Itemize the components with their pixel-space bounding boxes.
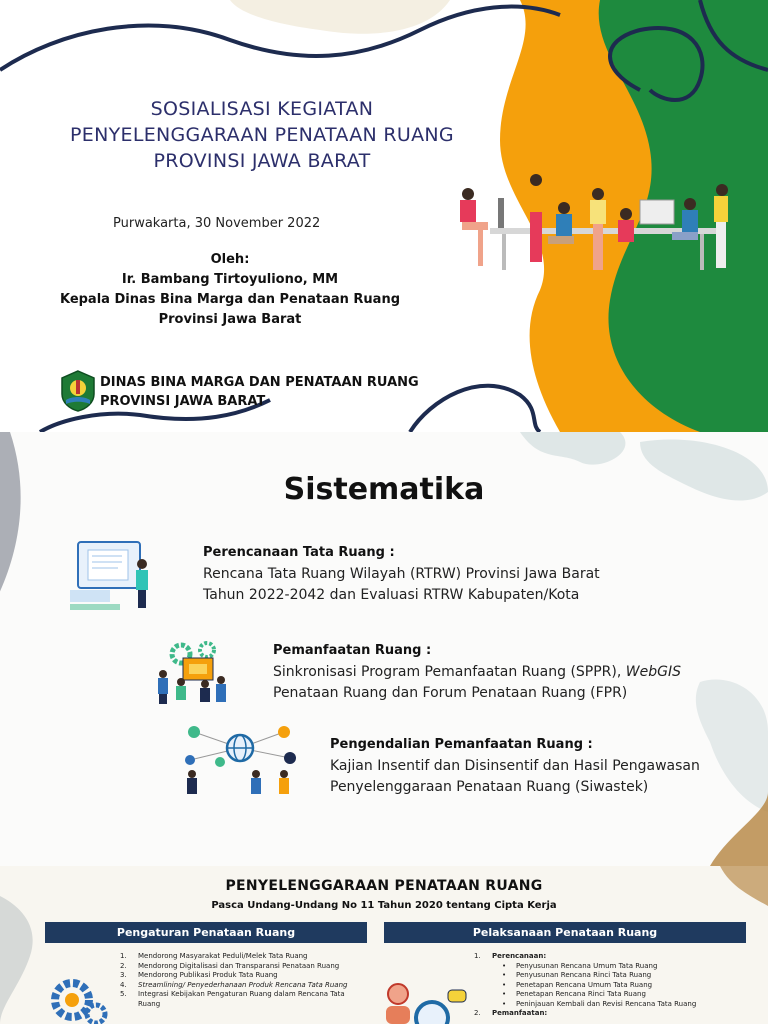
pelaksanaan-item-3: • Penetapan Rencana Umum Tata Ruang	[502, 980, 653, 989]
org-line-1: DINAS BINA MARGA DAN PENATAAN RUANG	[100, 375, 419, 390]
pelaksanaan-item-1: • Penyusunan Rencana Umum Tata Ruang	[502, 961, 658, 970]
pengaturan-item-5-cont: Ruang	[138, 999, 161, 1008]
cover-title-line-3: PROVINSI JAWA BARAT	[153, 150, 371, 172]
item-perencanaan-desc-line-2: Tahun 2022-2042 dan Evaluasi RTRW Kabupaten/Kota	[203, 587, 580, 603]
pengaturan-item-3: 3. Mendorong Publikasi Produk Tata Ruang	[120, 971, 278, 979]
author-name: Ir. Bambang Tirtoyuliono, MM	[121, 272, 339, 287]
cover-author	[40, 250, 420, 330]
item-pemanfaatan	[273, 643, 681, 704]
cover-slide	[0, 0, 768, 432]
pelaksanaan-item-4: • Penetapan Rencana Rinci Tata Ruang	[502, 990, 646, 998]
pengaturan-item-4: 4. Streamlining/ Penyederhanaan Produk Rencana Tata Ruang	[120, 980, 348, 989]
network-globe-illustration-icon	[180, 720, 300, 796]
sistematika-slide	[0, 432, 768, 866]
item-pengendalian	[330, 737, 700, 798]
pelaksanaan-list	[474, 952, 696, 1019]
pengaturan-item-2: 2. Mendorong Digitalisasi dan Transparansi Penataan Ruang	[120, 961, 340, 970]
item-pengendalian-title: Pengendalian Pemanfaatan Ruang :	[330, 737, 593, 752]
pengaturan-bar: Pengaturan Penataan Ruang	[45, 922, 367, 943]
cover-title-line-2: PENYELENGGARAAN PENATAAN RUANG	[70, 124, 454, 146]
author-province: Provinsi Jawa Barat	[158, 312, 302, 327]
cover-title-line-1: SOSIALISASI KEGIATAN	[150, 98, 374, 120]
pelaksanaan-item-2: • Penyusunan Rencana Rinci Tata Ruang	[502, 971, 652, 979]
item-perencanaan-desc-line-1: Rencana Tata Ruang Wilayah (RTRW) Provinsi Jawa Barat	[203, 566, 600, 582]
pengaturan-list	[120, 952, 347, 1009]
item-pemanfaatan-desc-line-1	[273, 662, 681, 683]
gears-icon	[48, 970, 108, 1024]
map-shape-3	[696, 679, 768, 812]
pelaksanaan-item-5: • Peninjauan Kembali dan Revisi Rencana Tata Ruang	[502, 999, 697, 1008]
pelaksanaan-bar: Pelaksanaan Penataan Ruang	[384, 922, 746, 943]
cover-title	[40, 96, 484, 174]
map-shape-1	[520, 432, 625, 465]
item-pengendalian-desc-line-2: Penyelenggaraan Penataan Ruang (Siwastek)	[330, 779, 649, 795]
item-pemanfaatan-desc-a: Sinkronisasi Program Pemanfaatan Ruang (SPPR),	[273, 664, 626, 680]
jawa-barat-seal-icon	[60, 370, 96, 412]
penyelenggaraan-slide	[0, 866, 768, 1024]
sistematika-heading: Sistematika	[283, 472, 485, 507]
item-pengendalian-desc-line-1: Kajian Insentif dan Disinsentif dan Hasil Pengawasan	[330, 758, 700, 774]
penyelenggaraan-subheading: Pasca Undang-Undang No 11 Tahun 2020 tentang Cipta Kerja	[211, 900, 557, 911]
item-perencanaan-title: Perencanaan Tata Ruang :	[203, 545, 395, 560]
navy-curve-bottom	[410, 386, 540, 432]
team-gears-illustration-icon	[155, 640, 230, 704]
pelaksanaan-heading-2: 2. Pemanfaatan:	[474, 1009, 548, 1017]
document-illustration-icon	[70, 536, 155, 612]
grey-texture-left	[0, 432, 21, 602]
cover-organization	[100, 373, 419, 411]
item-pemanfaatan-webgis: WebGIS	[625, 664, 681, 680]
pengaturan-item-1: 1. Mendorong Masyarakat Peduli/Melek Tata Ruang	[120, 952, 308, 960]
person-chat-icon	[380, 978, 470, 1024]
item-pemanfaatan-desc-line-2: Penataan Ruang dan Forum Penataan Ruang (FPR)	[273, 685, 628, 701]
item-perencanaan	[203, 545, 600, 606]
author-position: Kepala Dinas Bina Marga dan Penataan Ruang	[59, 292, 401, 307]
pengaturan-item-5: 5. Integrasi Kebijakan Pengaturan Ruang dalam Rencana Tata	[120, 990, 345, 998]
beige-blob	[230, 0, 450, 34]
cover-date: Purwakarta, 30 November 2022	[113, 216, 321, 231]
grey-texture-left	[0, 896, 33, 1024]
author-label: Oleh:	[210, 252, 250, 267]
penyelenggaraan-heading: PENYELENGGARAAN PENATAAN RUANG	[225, 878, 543, 894]
pelaksanaan-heading-1: 1. Perencanaan:	[474, 952, 547, 960]
item-pemanfaatan-title: Pemanfaatan Ruang :	[273, 643, 432, 658]
org-line-2: PROVINSI JAWA BARAT	[100, 394, 266, 409]
